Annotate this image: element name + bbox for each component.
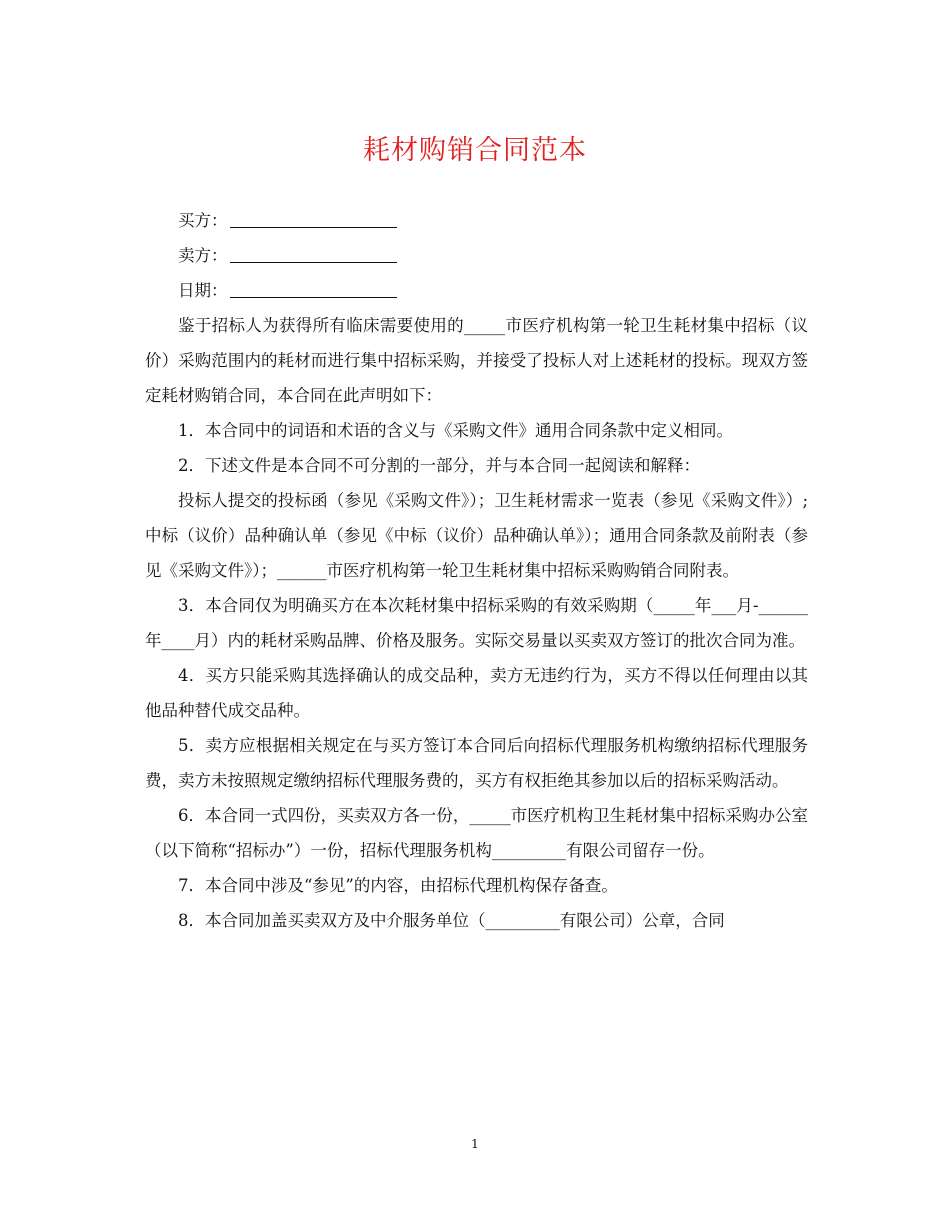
date-blank[interactable] (230, 277, 397, 298)
buyer-label: 买方： (178, 211, 228, 230)
preamble-paragraph: 鉴于招标人为获得所有临床需要使用的_____市医疗机构第一轮卫生耗材集中招标（议价）采购范围内的耗材而进行集中招标采购，并接受了投标人对上述耗材的投标。现双方签定耗材购销合同，本合同在此声明如下： (145, 316, 808, 405)
page-number: 1 (471, 1137, 479, 1151)
buyer-field (145, 203, 808, 238)
seller-field (145, 238, 808, 273)
clause-1: 1．本合同中的词语和术语的含义与《采购文件》通用合同条款中定义相同。 (178, 421, 733, 440)
date-field (145, 273, 808, 308)
clause-3: 3．本合同仅为明确买方在本次耗材集中招标采购的有效采购期（_____年___月-______年____月）内的耗材采购品牌、价格及服务。实际交易量以买卖双方签订的批次合同为准。 (145, 596, 808, 650)
clause-7: 7．本合同中涉及“参见”的内容，由招标代理机构保存备查。 (178, 876, 618, 895)
document-body (145, 203, 808, 938)
clause-2: 2．下述文件是本合同不可分割的一部分，并与本合同一起阅读和解释： (178, 456, 700, 475)
date-label: 日期： (178, 281, 228, 300)
seller-blank[interactable] (230, 242, 397, 263)
seller-label: 卖方： (178, 246, 228, 265)
document-title: 耗材购销合同范本 (363, 135, 587, 166)
clause-5: 5．卖方应根据相关规定在与买方签订本合同后向招标代理服务机构缴纳招标代理服务费，卖方未按照规定缴纳招标代理服务费的，买方有权拒绝其参加以后的招标采购活动。 (145, 736, 808, 790)
clause-4: 4．买方只能采购其选择确认的成交品种，卖方无违约行为，买方不得以任何理由以其他品种替代成交品种。 (145, 666, 808, 720)
clause-2-documents: 投标人提交的投标函（参见《采购文件》）；卫生耗材需求一览表（参见《采购文件》）;中标（议价）品种确认单（参见《中标（议价）品种确认单》）；通用合同条款及前附表（参见《采购文件》）；______市医疗机构第一轮卫生耗材集中招标采购购销合同附表。 (145, 491, 808, 580)
clause-6: 6．本合同一式四份，买卖双方各一份，_____市医疗机构卫生耗材集中招标采购办公室（以下简称“招标办”）一份，招标代理服务机构_________有限公司留存一份。 (145, 806, 808, 860)
clause-8: 8．本合同加盖买卖双方及中介服务单位（_________有限公司）公章，合同 (178, 911, 725, 930)
buyer-blank[interactable] (230, 207, 397, 228)
